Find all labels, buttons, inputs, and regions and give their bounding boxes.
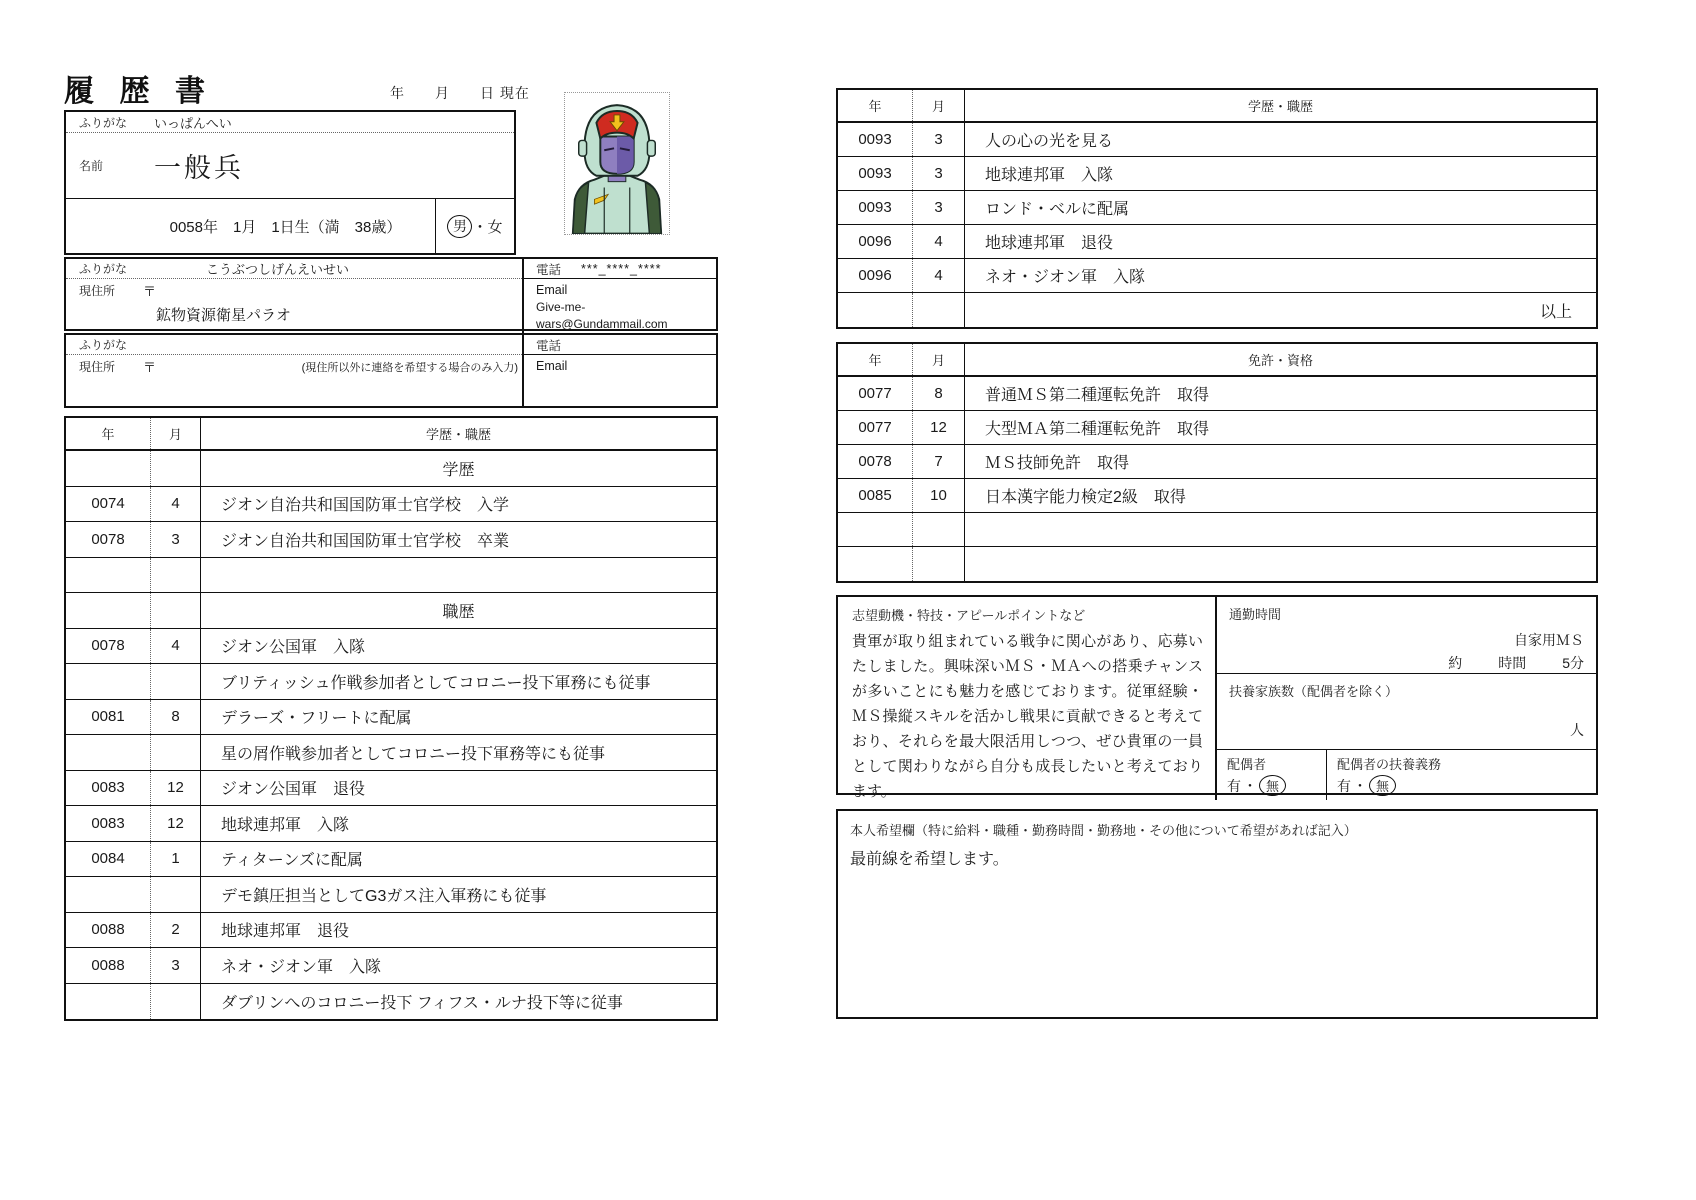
- history-month: [151, 664, 201, 699]
- address-area: [66, 259, 524, 333]
- name-section: [64, 110, 516, 255]
- furigana-value: いっぱんへい: [154, 115, 232, 131]
- license-row: [838, 513, 1596, 547]
- history-row: [66, 877, 716, 913]
- email-label: Email: [536, 283, 568, 297]
- name-row: [66, 133, 514, 198]
- commute-hour-unit: 時間: [1498, 655, 1527, 671]
- history-year: [66, 877, 151, 912]
- spouse-support-choice: [1337, 775, 1441, 796]
- history-month: 1: [151, 842, 201, 877]
- history-year: 0093: [838, 157, 913, 190]
- history-month: 3: [151, 948, 201, 983]
- history-description: ダブリンへのコロニー投下 フィフス・ルナ投下等に従事: [221, 994, 623, 1012]
- history-month: 4: [151, 629, 201, 664]
- birth-row: [66, 198, 514, 253]
- license-month: 12: [913, 411, 965, 444]
- history-description: ジオン自治共和国国防軍士官学校 入学: [221, 497, 510, 515]
- history-year: 0096: [838, 225, 913, 258]
- email-row: [524, 279, 716, 333]
- postal-mark: 〒: [143, 360, 157, 375]
- history-description: デモ鎮圧担当としてG3ガス注入軍務にも従事: [221, 887, 547, 905]
- history-row: [66, 593, 716, 629]
- history-year: [66, 558, 151, 593]
- history-description: デラーズ・フリートに配属: [221, 710, 412, 728]
- table-header-row: [838, 344, 1596, 377]
- license-month: 10: [913, 479, 965, 512]
- history-description: ネオ・ジオン軍 入隊: [985, 269, 1146, 286]
- history-year: [838, 293, 913, 327]
- history-row: [66, 487, 716, 523]
- history-month: 3: [151, 522, 201, 557]
- history-year: 0074: [66, 487, 151, 522]
- contact-block-alternate: [64, 333, 718, 408]
- motivation-text: 貴軍が取り組まれている戦争に関心があり、応募いたしました。興味深いＭＳ・ＭＡへの搭乗チャンスが多いことにも魅力を感じております。従軍経験・ＭＳ操縦スキルを活かし戦果に貢献できると考えており、それらを最大限活用しつつ、ぜひ貴軍の一員として関わりながら自分も成長したいと考えております。: [852, 633, 1203, 800]
- phone-row: [524, 335, 716, 355]
- commute-label: 通勤時間: [1229, 607, 1282, 622]
- history-year: [66, 984, 151, 1020]
- email-label: Email: [536, 359, 568, 373]
- license-description: [965, 547, 1596, 581]
- spouse-no-circled: 無: [1259, 775, 1286, 796]
- header-year: 年: [66, 418, 151, 449]
- commute-approx: 約: [1448, 655, 1463, 671]
- history-section-title: 学歴: [442, 461, 475, 479]
- commute-time-box: [1217, 597, 1596, 674]
- history-row: [66, 771, 716, 807]
- address-row: [66, 279, 522, 333]
- furigana-label: ふりがな: [79, 338, 128, 352]
- resume-right-page: [836, 88, 1598, 1019]
- table-header-row: [66, 418, 716, 451]
- history-description: 地球連邦軍 入隊: [221, 816, 350, 834]
- header-month: 月: [913, 90, 965, 121]
- address-furigana-value: こうぶつしげんえいせい: [206, 262, 350, 277]
- history-year: 0084: [66, 842, 151, 877]
- header-year: 年: [838, 90, 913, 121]
- name-value: 一般兵: [154, 153, 244, 183]
- spouse-support-yes: 有: [1337, 777, 1351, 794]
- license-year: 0077: [838, 411, 913, 444]
- history-description: 人の心の光を見る: [985, 133, 1114, 150]
- history-year: 0078: [66, 629, 151, 664]
- address-note: (現住所以外に連絡を希望する場合のみ入力): [301, 361, 518, 374]
- email-row: [524, 355, 716, 406]
- history-year: 0093: [838, 123, 913, 156]
- furigana-label: ふりがな: [79, 115, 128, 130]
- history-month: [151, 558, 201, 593]
- license-month: 7: [913, 445, 965, 478]
- address-top-line: [66, 281, 522, 300]
- history-row: [66, 948, 716, 984]
- motivation-label: 志望動機・特技・アピールポイントなど: [852, 608, 1086, 623]
- license-row: [838, 411, 1596, 445]
- history-description: 星の屑作戦参加者としてコロニー投下軍務等にも従事: [221, 745, 606, 763]
- history-description: ロンド・ベルに配属: [985, 201, 1130, 218]
- spouse-support-separator: ・: [1353, 777, 1367, 794]
- history-row: [66, 806, 716, 842]
- license-row: [838, 377, 1596, 411]
- history-month: 4: [151, 487, 201, 522]
- history-year: 0081: [66, 700, 151, 735]
- spouse-choice: [1227, 775, 1316, 796]
- license-year: 0078: [838, 445, 913, 478]
- license-row: [838, 445, 1596, 479]
- address-row: [66, 355, 522, 406]
- phone-email-area: [524, 335, 716, 406]
- history-year: [66, 735, 151, 770]
- spouse-yes: 有: [1227, 777, 1241, 794]
- history-description: [201, 558, 716, 593]
- license-description: ＭＳ技師免許 取得: [985, 455, 1130, 472]
- history-row: [66, 842, 716, 878]
- zeon-soldier-portrait-illustration: [565, 93, 669, 234]
- history-month: 3: [913, 123, 965, 156]
- name-furigana-row: [66, 112, 514, 133]
- gender-separator: ・: [472, 218, 488, 236]
- history-row: [838, 191, 1596, 225]
- history-year: [66, 664, 151, 699]
- history-end-marker: 以上: [1539, 303, 1572, 321]
- header-year: 年: [838, 344, 913, 375]
- header-description: 学歴・職歴: [1247, 99, 1313, 114]
- address-top-line: [66, 357, 522, 376]
- gender-male-circled: 男: [447, 215, 472, 238]
- header-month: 月: [151, 418, 201, 449]
- history-description: ジオン公国軍 退役: [221, 781, 366, 799]
- history-row: [66, 913, 716, 949]
- motivation-section: [836, 595, 1598, 800]
- motivation-side-column: [1217, 597, 1596, 800]
- license-year: [838, 513, 913, 546]
- history-year: [66, 451, 151, 486]
- motivation-box: [838, 597, 1217, 800]
- personal-request-box: [836, 809, 1598, 1019]
- spouse-row: [1217, 750, 1596, 800]
- dependents-box: [1217, 674, 1596, 750]
- personal-request-label: 本人希望欄（特に給料・職種・勤務時間・勤務地・その他について希望があれば記入）: [850, 823, 1357, 838]
- history-row: [838, 157, 1596, 191]
- history-row: [66, 629, 716, 665]
- birth-date-value: 0058年 1月 1日生（満 38歳）: [169, 218, 402, 236]
- header-description: 免許・資格: [1247, 353, 1313, 368]
- history-description: ティターンズに配属: [221, 852, 363, 870]
- history-row: [838, 259, 1596, 293]
- history-year: 0088: [66, 913, 151, 948]
- email-value: Give-me-wars@Gundammail.com: [536, 300, 668, 331]
- address-label: 現住所: [79, 284, 116, 298]
- dependents-label: 扶養家族数（配偶者を除く）: [1229, 684, 1399, 699]
- current-date-line: 年 月 日 現在: [390, 85, 530, 101]
- license-row: [838, 547, 1596, 581]
- license-description: 大型ＭＡ第二種運転免許 取得: [985, 421, 1210, 438]
- history-description: ジオン公国軍 入隊: [221, 639, 366, 657]
- history-month: 4: [913, 259, 965, 292]
- history-description: 地球連邦軍 退役: [221, 923, 350, 941]
- history-month: 12: [151, 771, 201, 806]
- address-area: [66, 335, 524, 406]
- license-description: 日本漢字能力検定2級 取得: [985, 489, 1186, 506]
- address-furigana-row: [66, 259, 522, 279]
- address-label: 現住所: [79, 360, 116, 374]
- history-row: [66, 735, 716, 771]
- history-description: 地球連邦軍 退役: [985, 235, 1114, 252]
- history-month: [151, 593, 201, 628]
- spouse-box: [1217, 750, 1327, 800]
- history-row: [838, 123, 1596, 157]
- license-month: 8: [913, 377, 965, 410]
- furigana-label: ふりがな: [79, 262, 128, 276]
- spouse-support-label: 配偶者の扶養義務: [1337, 757, 1442, 772]
- history-section-title: 職歴: [442, 603, 475, 621]
- education-work-history-table: [64, 416, 718, 1021]
- phone-value: ***_****_****: [581, 261, 662, 276]
- history-row: [66, 664, 716, 700]
- history-month: 12: [151, 806, 201, 841]
- spouse-support-no-circled: 無: [1369, 775, 1396, 796]
- license-month: [913, 513, 965, 546]
- postal-mark: 〒: [143, 284, 157, 299]
- license-year: [838, 547, 913, 581]
- commute-minutes: 5分: [1562, 655, 1584, 671]
- history-row: [838, 225, 1596, 259]
- phone-row: [524, 259, 716, 279]
- history-row: [66, 700, 716, 736]
- gender-female: 女: [487, 218, 503, 236]
- history-year: 0083: [66, 771, 151, 806]
- licenses-qualifications-table: [836, 342, 1598, 583]
- history-month: [151, 451, 201, 486]
- history-row: [66, 558, 716, 594]
- spouse-separator: ・: [1243, 777, 1257, 794]
- license-row: [838, 479, 1596, 513]
- page-title: 履歴書: [64, 75, 231, 108]
- table-header-row: [838, 90, 1596, 123]
- commute-duration-line: [1229, 653, 1584, 673]
- history-description: ネオ・ジオン軍 入隊: [221, 958, 382, 976]
- history-year: 0096: [838, 259, 913, 292]
- license-month: [913, 547, 965, 581]
- history-month: [913, 293, 965, 327]
- history-year: 0093: [838, 191, 913, 224]
- header-month: 月: [913, 344, 965, 375]
- history-month: [151, 735, 201, 770]
- history-year: 0083: [66, 806, 151, 841]
- history-month: 2: [151, 913, 201, 948]
- history-month: 8: [151, 700, 201, 735]
- history-year: [66, 593, 151, 628]
- history-description: 地球連邦軍 入隊: [985, 167, 1114, 184]
- dependents-unit: 人: [1570, 722, 1584, 738]
- license-year: 0085: [838, 479, 913, 512]
- history-month: [151, 984, 201, 1020]
- name-label: 名前: [79, 159, 104, 173]
- history-row: [66, 522, 716, 558]
- history-year: 0078: [66, 522, 151, 557]
- applicant-photo: [564, 92, 670, 235]
- history-row: [66, 984, 716, 1020]
- phone-label: 電話: [536, 262, 562, 277]
- commute-vehicle: 自家用ＭＳ: [1514, 632, 1584, 648]
- spouse-label: 配偶者: [1227, 757, 1267, 772]
- history-description: ジオン自治共和国国防軍士官学校 卒業: [221, 532, 510, 550]
- address-furigana-row: [66, 335, 522, 355]
- header-description: 学歴・職歴: [425, 427, 491, 442]
- history-row: [838, 293, 1596, 327]
- address-value: 鉱物資源衛星パラオ: [156, 307, 292, 324]
- resume-left-page: [64, 66, 718, 1021]
- history-month: 3: [913, 157, 965, 190]
- contact-block-current: [64, 257, 718, 331]
- history-row: [66, 451, 716, 487]
- gender-cell: [435, 199, 514, 253]
- phone-email-area: [524, 259, 716, 333]
- license-year: 0077: [838, 377, 913, 410]
- spouse-support-box: [1327, 750, 1451, 800]
- history-month: [151, 877, 201, 912]
- history-month: 3: [913, 191, 965, 224]
- license-description: [965, 513, 1596, 546]
- license-description: 普通ＭＳ第二種運転免許 取得: [985, 387, 1210, 404]
- personal-request-text: 最前線を希望します。: [850, 851, 1009, 868]
- history-month: 4: [913, 225, 965, 258]
- history-description: ブリティッシュ作戦参加者としてコロニー投下軍務にも従事: [221, 674, 651, 692]
- history-year: 0088: [66, 948, 151, 983]
- education-work-history-table-continued: [836, 88, 1598, 329]
- phone-label: 電話: [536, 338, 562, 353]
